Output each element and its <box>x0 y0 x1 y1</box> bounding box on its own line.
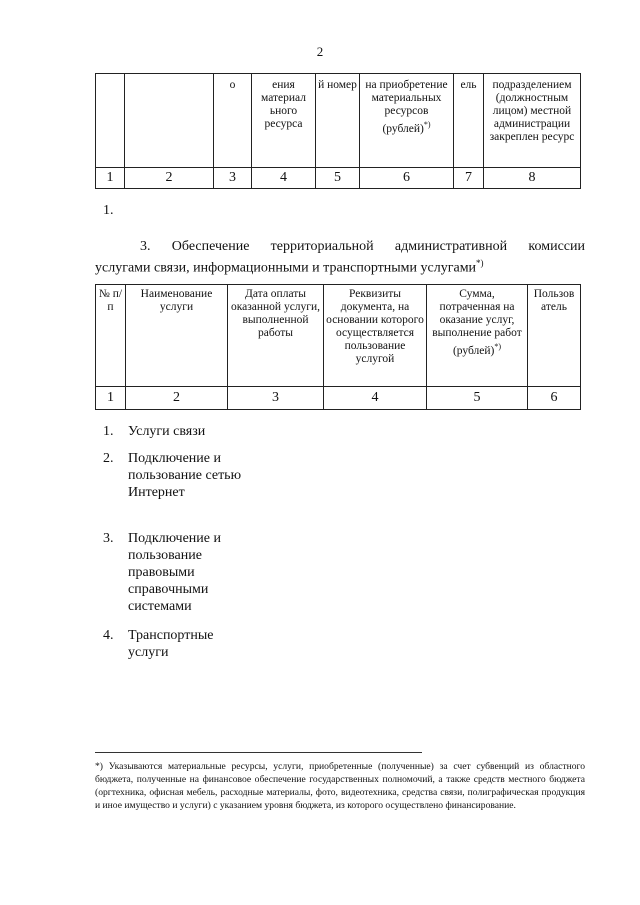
footnote-mark: *) <box>494 342 502 351</box>
header-cell <box>427 285 528 387</box>
header-cell: Наименование услуги <box>126 285 228 387</box>
header-cell: о <box>214 74 252 168</box>
list-item <box>103 423 243 441</box>
list-item: 1. <box>103 203 114 218</box>
column-number: 8 <box>484 168 581 189</box>
header-cell <box>125 74 214 168</box>
column-number: 4 <box>324 387 427 410</box>
header-cell: подразделением (должностным лицом) местной администрации закреплен ресурс <box>484 74 581 168</box>
list-item-text: Подключение и пользование сетью Интернет <box>128 451 242 500</box>
column-number-row <box>96 387 581 410</box>
table-header-row <box>96 74 581 168</box>
column-number: 1 <box>96 168 125 189</box>
header-cell: Пользов атель <box>528 285 581 387</box>
list-item-number: 4. <box>103 628 114 643</box>
column-number: 3 <box>214 168 252 189</box>
footnote-mark: *) <box>476 258 484 268</box>
column-number: 5 <box>427 387 528 410</box>
header-cell: й номер <box>316 74 360 168</box>
column-number: 2 <box>126 387 228 410</box>
table-header-row <box>96 285 581 387</box>
column-number: 7 <box>454 168 484 189</box>
header-cell: Дата оплаты оказанной услуги, выполненной работы <box>228 285 324 387</box>
list-item-text: Транспортные услуги <box>128 628 214 660</box>
section-title-line: 3. Обеспечение территориальной административной комиссии <box>140 239 585 254</box>
list-item-number: 2. <box>103 451 114 466</box>
resources-table <box>95 73 581 189</box>
services-table <box>95 284 581 410</box>
header-cell: Реквизиты документа, на основании которого осуществляется пользование услугой <box>324 285 427 387</box>
header-cell: ения материал ьного ресурса <box>252 74 316 168</box>
footnote-mark: *) <box>423 120 431 129</box>
column-number: 5 <box>316 168 360 189</box>
header-cell: № п/п <box>96 285 126 387</box>
header-cell-text: Сумма, потраченная на оказание услуг, выполнение работ (рублей) <box>432 288 522 357</box>
header-cell <box>96 74 125 168</box>
column-number: 3 <box>228 387 324 410</box>
list-item <box>103 627 243 663</box>
list-item-text: Подключение и пользование правовыми справочными системами <box>128 531 221 614</box>
list-item-text: Услуги связи <box>128 424 206 439</box>
page-number: 2 <box>316 44 324 59</box>
column-number: 4 <box>252 168 316 189</box>
header-cell <box>360 74 454 168</box>
footnote-divider <box>95 752 422 753</box>
list-item <box>103 450 243 520</box>
list-item-number: 3. <box>103 531 114 546</box>
footnote: *) Указываются материальные ресурсы, услуги, приобретенные (полученные) за счет субвенций из областного бюджета, полученные на финансовое обеспечение государственных полномочий, а также средств местного бюджета (оргтехника, офисная мебель, расходные материалы, фото, видеотехника, средства связи, полиграфическая продукция и иное имущество и услуги) с указанием уровня бюджета, из которого осуществлено финансирование. <box>95 761 585 811</box>
column-number: 6 <box>528 387 581 410</box>
list-item <box>103 530 243 618</box>
section-title-line: услугами связи, информационными и транспортными услугами <box>95 260 477 276</box>
header-cell-text: на приобретение материальных ресурсов <box>365 79 448 117</box>
header-cell: ель <box>454 74 484 168</box>
column-number: 2 <box>125 168 214 189</box>
column-number-row <box>96 168 581 189</box>
header-cell-unit: (рублей) <box>382 122 424 135</box>
list-item-number: 1. <box>103 424 114 439</box>
section-title <box>95 238 585 277</box>
column-number: 6 <box>360 168 454 189</box>
column-number: 1 <box>96 387 126 410</box>
